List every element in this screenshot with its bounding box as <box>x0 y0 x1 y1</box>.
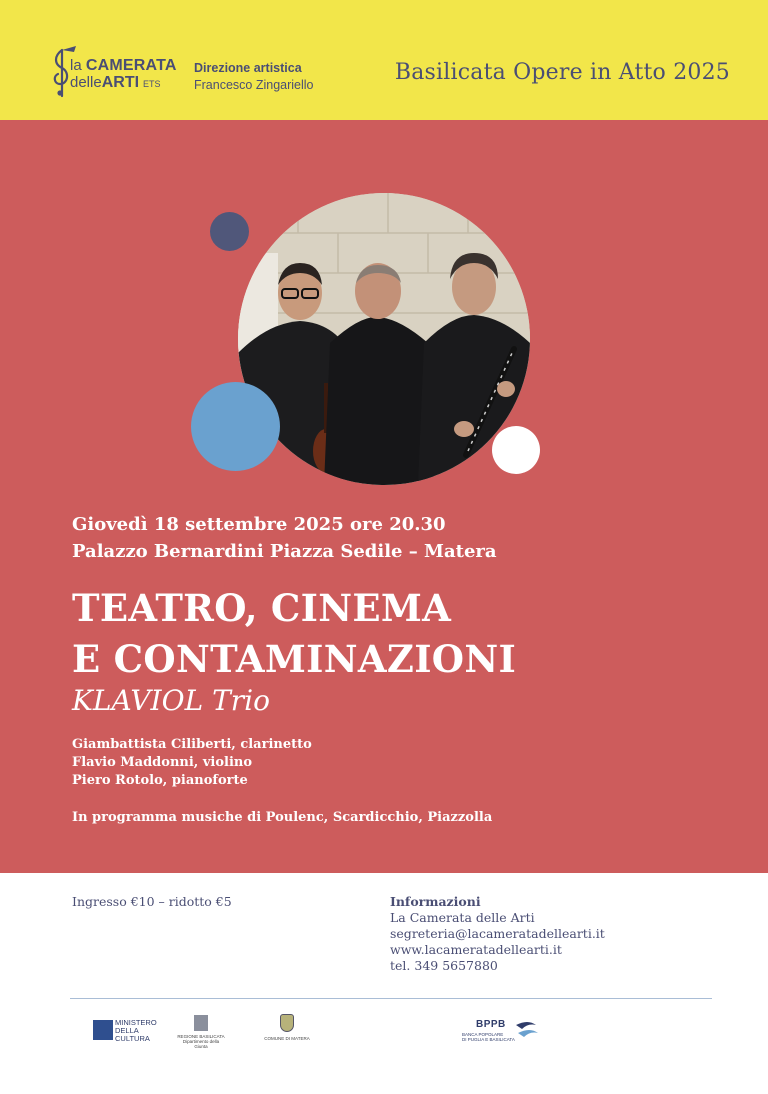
event-title-line2: E CONTAMINAZIONI <box>72 637 517 681</box>
header-band <box>0 0 768 120</box>
event-panel <box>0 120 768 873</box>
bank-line: DI PUGLIA E BASILICATA <box>462 1037 515 1042</box>
footer-divider <box>70 998 712 999</box>
coat-of-arms-icon <box>280 1014 294 1032</box>
region-emblem-icon <box>194 1015 208 1031</box>
logo-word-camerata: CAMERATA <box>85 57 177 74</box>
info-block <box>390 894 605 974</box>
direction-label: Direzione artistica <box>194 61 302 75</box>
performers-list <box>72 736 312 790</box>
decorative-dot-blue <box>191 382 280 471</box>
ticket-price: Ingresso €10 – ridotto €5 <box>72 894 232 909</box>
decorative-dot-white <box>492 426 540 474</box>
camerata-logo <box>48 44 188 100</box>
logo-word-arti: ARTI <box>101 74 140 91</box>
ensemble-name: KLAVIOL Trio <box>72 684 270 717</box>
logo-word-la: la <box>70 57 82 74</box>
bank-line: BANCA POPOLARE <box>462 1032 504 1037</box>
bank-name: BPPB <box>476 1019 506 1030</box>
director-name: Francesco Zingariello <box>194 78 314 92</box>
region-line: Dipartimento della Giunta <box>182 1039 220 1049</box>
info-phone: tel. 349 5657880 <box>390 958 498 973</box>
region-line: REGIONE BASILICATA <box>177 1034 225 1039</box>
performer-item: Flavio Maddonni, violino <box>72 755 253 770</box>
logo-suffix: ETS <box>143 79 161 89</box>
programme-note: In programma musiche di Poulenc, Scardicchio, Piazzolla <box>72 810 493 825</box>
info-title: Informazioni <box>390 894 481 909</box>
info-email[interactable]: segreteria@lacameratadellearti.it <box>390 926 605 941</box>
performer-item: Piero Rotolo, pianoforte <box>72 773 248 788</box>
event-date: Giovedì 18 settembre 2025 ore 20.30 <box>72 514 446 535</box>
musicians-photo <box>238 193 530 485</box>
event-title-line1: TEATRO, CINEMA <box>72 586 452 630</box>
regione-basilicata-logo <box>176 1015 226 1047</box>
comune-label: COMUNE DI MATERA <box>264 1036 310 1041</box>
footer <box>0 873 768 1094</box>
artistic-direction <box>194 60 314 94</box>
info-website[interactable]: www.lacameratadellearti.it <box>390 942 562 957</box>
bank-swirl-icon <box>514 1019 540 1041</box>
mic-line: CULTURA <box>115 1034 150 1043</box>
mic-line: MINISTERO <box>115 1018 157 1027</box>
bppb-logo <box>462 1017 542 1043</box>
mic-line: DELLA <box>115 1026 139 1035</box>
event-venue: Palazzo Bernardini Piazza Sedile – Matera <box>72 541 497 562</box>
info-organization: La Camerata delle Arti <box>390 910 535 925</box>
decorative-dot-navy <box>210 212 249 251</box>
festival-title: Basilicata Opere in Atto 2025 <box>394 60 730 85</box>
ministry-culture-logo <box>93 1017 173 1043</box>
logo-word-delle: delle <box>70 74 102 91</box>
comune-matera-logo <box>262 1014 312 1048</box>
ministry-emblem-icon <box>93 1020 113 1040</box>
performer-item: Giambattista Ciliberti, clarinetto <box>72 737 312 752</box>
